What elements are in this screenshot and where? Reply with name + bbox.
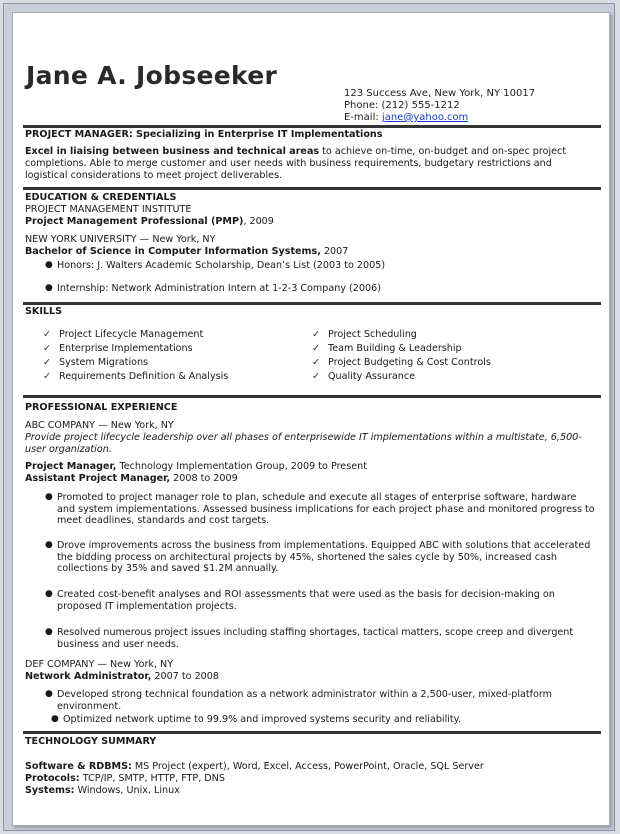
objective-line1 bbox=[25, 146, 566, 158]
bullet-icon: ● bbox=[45, 260, 53, 270]
skill-item: ✓ Project Lifecycle Management bbox=[43, 329, 204, 340]
divider bbox=[23, 731, 601, 734]
technology-heading: TECHNOLOGY SUMMARY bbox=[25, 736, 157, 747]
credential-year: , 2009 bbox=[243, 216, 274, 227]
check-icon: ✓ bbox=[43, 357, 52, 368]
divider bbox=[23, 125, 601, 128]
divider bbox=[23, 395, 601, 398]
education-heading: EDUCATION & CREDENTIALS bbox=[25, 192, 177, 203]
check-icon: ✓ bbox=[312, 329, 321, 340]
bullet-icon: ● bbox=[45, 540, 53, 550]
list-item: ● Drove improvements across the business from implementations. Equipped ABC with solutions that accelerated the bidding process on architectural projects by 45%, shortened the sales cycle by 50%, increased cash collections by 35% and saved $1.2M annually. bbox=[45, 540, 591, 575]
company-name: ABC COMPANY — New York, NY bbox=[25, 420, 174, 431]
job-title: Network Administrator, 2007 to 2008 bbox=[25, 671, 219, 682]
skill-item: ✓ Requirements Definition & Analysis bbox=[43, 371, 229, 382]
check-icon: ✓ bbox=[43, 329, 52, 340]
degree-year: 2007 bbox=[320, 246, 349, 257]
list-item: ● Resolved numerous project issues including staffing shortages, tactical matters, scope creep and divergent business and user needs. bbox=[45, 627, 574, 650]
window-frame bbox=[3, 3, 615, 831]
company-description: Provide project lifecycle leadership over all phases of enterprisewide IT implementations within a multistate, 6,500- bbox=[25, 432, 582, 443]
company-description: user organization. bbox=[25, 444, 112, 455]
credential bbox=[25, 216, 274, 228]
credential-title: Project Management Professional (PMP) bbox=[25, 216, 244, 227]
company-name: DEF COMPANY — New York, NY bbox=[25, 659, 174, 670]
skill-item: ✓ Project Budgeting & Cost Controls bbox=[312, 357, 491, 368]
email-label: E-mail: bbox=[344, 112, 379, 123]
list-item: ● Created cost-benefit analyses and ROI assessments that were used as the basis for decision-making on proposed IT implementation projects. bbox=[45, 589, 555, 612]
objective-lead-rest: to achieve on-time, on-budget and on-spec project bbox=[319, 146, 567, 157]
list-item: ● Internship: Network Administration Intern at 1-2-3 Company (2006) bbox=[45, 283, 381, 294]
experience-heading: PROFESSIONAL EXPERIENCE bbox=[25, 402, 178, 413]
divider bbox=[23, 302, 601, 305]
tech-software: Software & RDBMS: MS Project (expert), Word, Excel, Access, PowerPoint, Oracle, SQL Server bbox=[25, 761, 484, 772]
job-title: Assistant Project Manager, 2008 to 2009 bbox=[25, 473, 238, 484]
bullet-icon: ● bbox=[51, 714, 59, 724]
list-item: ● Promoted to project manager role to plan, schedule and execute all stages of enterprise software, hardware and system implementations. Assessed business implications for each project phase and monitored progress to meet deadlines, standards and cost targets. bbox=[45, 492, 595, 527]
list-item: ● Optimized network uptime to 99.9% and improved systems security and reliability. bbox=[51, 714, 462, 725]
degree-title: Bachelor of Science in Computer Information Systems, bbox=[25, 246, 321, 257]
bullet-icon: ● bbox=[45, 283, 53, 293]
check-icon: ✓ bbox=[312, 357, 321, 368]
check-icon: ✓ bbox=[312, 371, 321, 382]
skill-item: ✓ Enterprise Implementations bbox=[43, 343, 193, 354]
objective-line2: completions. Able to merge customer and user needs with business requirements, budgetary restrictions and bbox=[25, 158, 552, 169]
job-title: Project Manager, Technology Implementation Group, 2009 to Present bbox=[25, 461, 367, 472]
bullet-icon: ● bbox=[45, 492, 53, 502]
candidate-name: Jane A. Jobseeker bbox=[26, 61, 278, 90]
address: 123 Success Ave, New York, NY 10017 bbox=[344, 88, 536, 99]
institution: NEW YORK UNIVERSITY — New York, NY bbox=[25, 234, 216, 245]
objective-title: PROJECT MANAGER: Specializing in Enterprise IT Implementations bbox=[25, 129, 383, 140]
bullet-icon: ● bbox=[45, 689, 53, 699]
objective-lead: Excel in liaising between business and technical areas bbox=[25, 146, 320, 157]
email-row bbox=[344, 112, 535, 124]
institution: PROJECT MANAGEMENT INSTITUTE bbox=[25, 204, 192, 215]
resume-page bbox=[12, 12, 610, 826]
check-icon: ✓ bbox=[312, 343, 321, 354]
list-item: ● Developed strong technical foundation as a network administrator within a 2,500-user, mixed-platform environment. bbox=[45, 689, 552, 712]
list-item: ● Honors: J. Walters Academic Scholarship, Dean’s List (2003 to 2005) bbox=[45, 260, 386, 271]
check-icon: ✓ bbox=[43, 371, 52, 382]
contact-block bbox=[344, 88, 535, 124]
check-icon: ✓ bbox=[43, 343, 52, 354]
tech-systems: Systems: Windows, Unix, Linux bbox=[25, 785, 180, 796]
objective-line3: logistical considerations to meet project deliverables. bbox=[25, 170, 283, 181]
phone: Phone: (212) 555-1212 bbox=[344, 100, 460, 111]
email-link[interactable]: jane@yahoo.com bbox=[381, 112, 469, 123]
divider bbox=[23, 187, 601, 190]
skill-item: ✓ Team Building & Leadership bbox=[312, 343, 462, 354]
skill-item: ✓ Project Scheduling bbox=[312, 329, 417, 340]
bullet-icon: ● bbox=[45, 589, 53, 599]
skills-heading: SKILLS bbox=[25, 306, 63, 317]
bullet-icon: ● bbox=[45, 627, 53, 637]
skill-item: ✓ System Migrations bbox=[43, 357, 149, 368]
tech-protocols: Protocols: TCP/IP, SMTP, HTTP, FTP, DNS bbox=[25, 773, 225, 784]
credential bbox=[25, 246, 348, 258]
skill-item: ✓ Quality Assurance bbox=[312, 371, 416, 382]
